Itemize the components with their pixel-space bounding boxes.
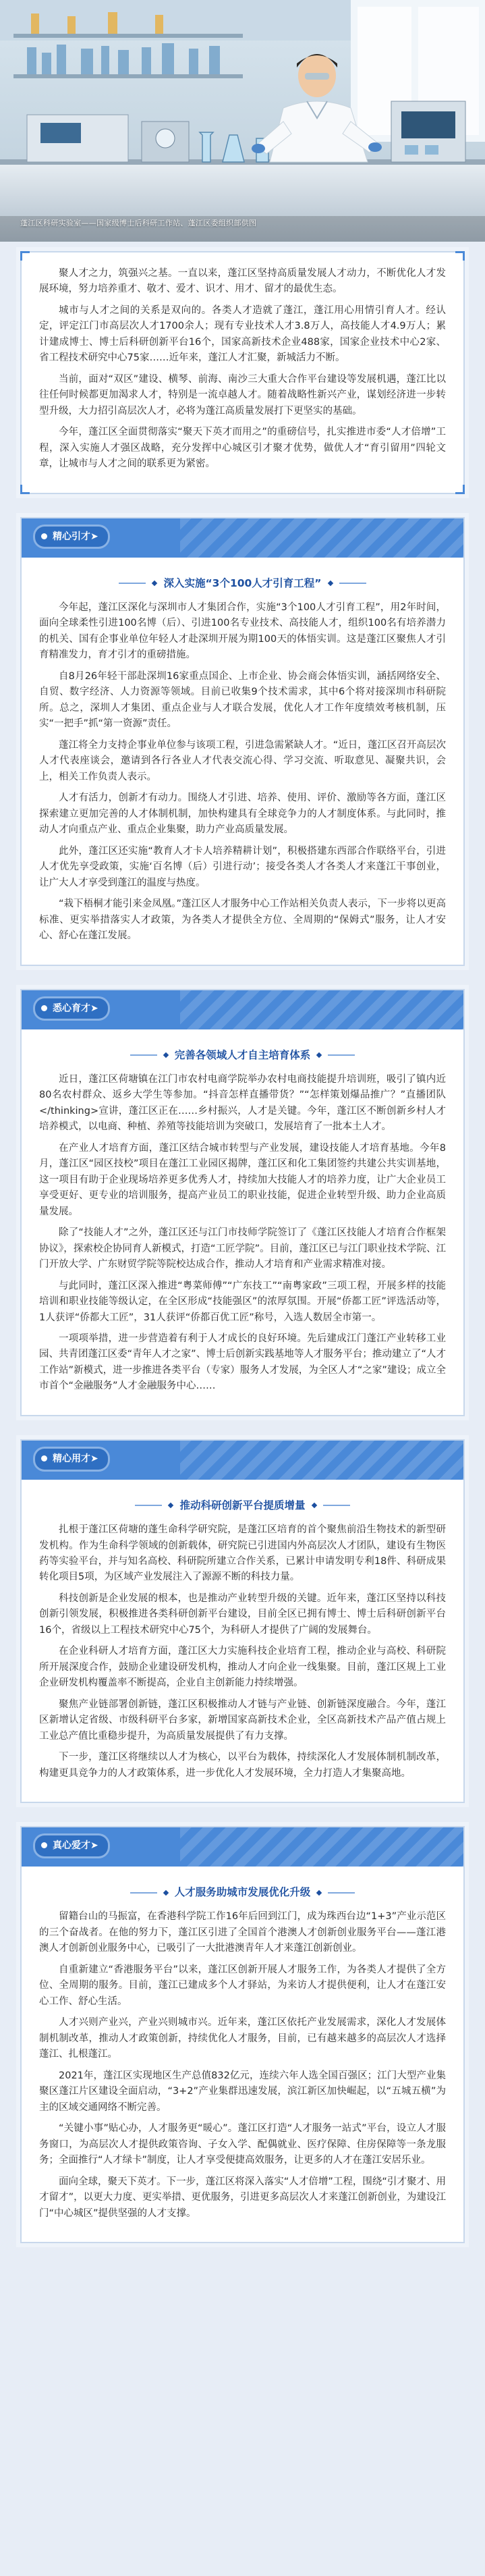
title-line-decoration [119,583,146,584]
section-talent-utilization [20,1439,465,1803]
title-line-decoration [328,1892,355,1894]
title-line-decoration [323,1505,350,1506]
corner-decoration [20,251,30,261]
title-diamond-icon [168,1503,173,1508]
section-header [22,990,463,1029]
intro-paragraph: 聚人才之力，筑强兴之基。一直以来，蓬江区坚持高质量发展人才动力，不断优化人才发展环境，努力培养重才、敬才、爱才、识才、用才、留才的最优生态。 [39,268,446,295]
section-tag: 精心用才➤ [35,1449,108,1470]
section-paragraph: 一项项举措，进一步营造着有利于人才成长的良好环境。先后建成江门蓬江产业转移工业园、共青团蓬江区委“青年人才之家”、博士后创新实践基地等人才服务平台；推动建立了“人才工作站”新模式，进一步推进各类平台（专家）服务人才发展，为全区人才“之家”建设；成立全市首个“金融服务”人才金融服务中心…… [39,1333,446,1392]
header-stripe-decoration [180,518,463,558]
section-paragraph: 人才有活力，创新才有动力。围绕人才引进、培养、使用、评价、激励等各方面，蓬江区探索建立更加完善的人才体制机制，加快构建具有全球竞争力的人才制度体系。与此同时，推动人才向重点产业、重点企业集聚，助力产业高质量发展。 [39,793,446,836]
bottom-spacer [0,2243,485,2261]
section-title [39,1047,446,1064]
intro-panel [20,251,465,494]
laboratory-photo [0,0,485,242]
section-paragraph: 近日，蓬江区荷塘镇在江门市农村电商学院举办农村电商技能提升培训班，吸引了镇内近80名农村群众、返乡大学生等参加。“抖音怎样直播带货？”“怎样策划爆品推广？”直播团队</thinking>宣讲，蓬江区正在……乡村振兴，人才是关键。今年，蓬江区不断创新乡村人才培养模式，以电商、种植、养殖等技能培训为突破口，发展培育了一批本土人才。 [39,1073,446,1133]
corner-decoration [20,485,30,494]
section-paragraph: 与此同时，蓬江区深入推进“粤菜师傅”“广东技工”“南粤家政”三项工程，开展多样的技能培训和职业技能等级认定，在全区形成“技能强区”的浓厚氛围。开展“侨都工匠”评选活动等，1人获评“侨都大工匠”，31人获评“侨都百优工匠”称号，入选人数居全市第一。 [39,1280,446,1323]
section-paragraph: 人才兴则产业兴，产业兴则城市兴。近年来，蓬江区依托产业发展需求，深化人才发展体制机制改革，推动人才政策创新，持续优化人才服务，目前，已有越来越多的高层次人才选择蓬江、扎根蓬江。 [39,2017,446,2060]
title-diamond-icon [152,581,157,586]
section-paragraph: 自重新建立“香港服务平台”以来，蓬江区创新开展人才服务工作，为各类人才提供了全方位、全周期的服务。目前，蓬江已建成多个人才驿站，为来访人才提供便利，让人才在蓬江安心工作、舒心生活。 [39,1964,446,2007]
section-paragraph: 科技创新是企业发展的根本，也是推动产业转型升级的关键。近年来，蓬江区坚持以科技创新引领发展，积极推进各类科研创新平台建设，目前全区已拥有博士、博士后科研创新平台16个，省级以上工程技术研究中心75个，为科研人才提供了广阔的发展舞台。 [39,1592,446,1636]
section-paragraph: 除了“技能人才”之外，蓬江区还与江门市技师学院签订了《蓬江区技能人才培育合作框架协议》，探索校企协同育人新模式，打造“工匠学院”。目前，蓬江区已与江门职业技术学院、江门开放大学、广东财贸学院等院校达成合作，推动人才培育和产业需求精准对接。 [39,1227,446,1270]
section-tag: 真心爱才➤ [35,1835,108,1856]
header-stripe-decoration [180,1441,463,1480]
hero-photo [0,0,485,242]
section-title [39,1497,446,1514]
section-paragraph: 扎根于蓬江区荷塘的蓬生命科学研究院，是蓬江区培育的首个聚焦前沿生物技术的新型研发机构。作为生命科学领域的创新载体，研究院已引进国内外高层次人才团队，建设有生物医药等实验平台，并与知名高校、科研院所建立合作关系，已累计申请发明专利18件、科研成果转化项目5项，为区域产业发展注入了源源不断的科技力量。 [39,1524,446,1583]
title-diamond-icon [311,1503,316,1508]
title-diamond-icon [163,1890,168,1896]
photo-caption: 蓬江区科研实验室——国家级博士后科研工作站、蓬江区委组织部供图 [20,219,257,228]
section-title [39,1884,446,1901]
section-paragraph: 面向全球，聚天下英才。下一步，蓬江区将深入落实“人才倍增”工程，围绕“引才聚才、用才留才”，以更大力度、更实举措、更优服务，引进更多高层次人才来蓬江创新创业，为建设江门“中心城区”提供坚强的人才支撑。 [39,2176,446,2219]
section-paragraph: 聚焦产业链部署创新链，蓬江区积极推动人才链与产业链、创新链深度融合。今年，蓬江区新增认定省级、市级科研平台多家，新增国家高新技术企业，全区高新技术产品产值占规上工业总产值比重稳步提升，为高质量发展提供了有力支撑。 [39,1698,446,1742]
section-title-text: 完善各领域人才自主培育体系 [174,1048,311,1061]
intro-paragraph: 城市与人才之间的关系是双向的。各类人才造就了蓬江，蓬江用心用情引育人才。经认定，评定江门市高层次人才1700余人；现有专业技术人才3.8万人，高技能人才4.9万人；累计建成博士、博士后科研创新平台16个，国家高新技术企业488家，国家企业技术中心2家、省工程技术研究中心75家……近年来，蓬江人才汇聚，新城活力不断。 [39,304,446,364]
section-paragraph: 在产业人才培育方面，蓬江区结合城市转型与产业发展，建设技能人才培育基地。今年8月，蓬江区“园区技校”项目在蓬江工业园区揭牌，蓬江区和化工集团签约共建公共实训基地，这一项目有助于企业现场培养更多优秀人才，持续加大技能人才的培养力度，让广大企业员工享受更好、更专业的培训服务，提高产业员工的职业技能，促进企业转型升级、助力企业高质量发展。 [39,1142,446,1217]
title-diamond-icon [316,1890,322,1896]
section-header [22,518,463,558]
section-paragraph: 蓬江将全力支持企事业单位参与该项工程，引进急需紧缺人才。“近日，蓬江区召开高层次人才代表座谈会，邀请到各行各业人才代表交流心得、学习交流、听取意见、凝聚共识，会上，相关工作负责人表示。 [39,739,446,782]
section-title [39,575,446,592]
section-header [22,1441,463,1480]
section-header [22,1827,463,1867]
title-diamond-icon [327,581,333,586]
section-title-text: 人才服务助城市发展优化升级 [174,1886,311,1899]
header-stripe-decoration [180,990,463,1029]
title-diamond-icon [163,1052,168,1058]
section-paragraph: 自8月26年轻干部赴深圳16家重点国企、上市企业、协会商会体悟实训，涵括网络安全、自贸、数字经济、人力资源等领域。目前已收集9个技术需求，其中6个将对接深圳市科研院所。总之，深圳人才集团、重点企业与人才联合发展，优化人才工作年度绩效考核机制，压实“一把手”抓“第一资源”责任。 [39,670,446,730]
section-paragraph: 在企业科研人才培育方面，蓬江区大力实施科技企业培育工程，推动企业与高校、科研院所开展深度合作，鼓励企业建设研发机构，推动人才向企业一线集聚。目前，蓬江区规上工业企业研发机构覆盖率不断提高，企业自主创新能力持续增强。 [39,1646,446,1689]
section-title-text: 推动科研创新平台提质增量 [179,1499,306,1511]
intro-paragraph: 当前，面对“双区”建设、横琴、前海、南沙三大重大合作平台建设等发展机遇，蓬江比以往任何时候都更加渴求人才，特别是一流卓越人才。随着战略性新兴产业，谋划经济进一步转型升级，大力招引高层次人才，必将为蓬江高质量发展打下更坚实的基础。 [39,373,446,417]
section-paragraph: 下一步，蓬江区将继续以人才为核心，以平台为载体，持续深化人才发展体制机制改革，构建更具竞争力的人才政策体系，进一步优化人才发展环境，全力打造人才集聚高地。 [39,1752,446,1779]
section-talent-cultivation [20,989,465,1416]
title-line-decoration [130,1054,157,1056]
section-paragraph: 今年起，蓬江区深化与深圳市人才集团合作，实施“3个100人才引育工程”，用2年时间，面向全球柔性引进100名博（后）、引进100名专业技术、高技能人才，组织100名有培养潜力的机关、国有企事业单位年轻人才赴深圳开展为期100天的体悟实训。这是蓬江区聚焦人才引育精准发力，育才引才的重磅措施。 [39,601,446,661]
section-paragraph: “关键小事”贴心办，人才服务更“暖心”。蓬江区打造“人才服务一站式”平台，设立人才服务窗口，为高层次人才提供政策咨询、子女入学、配偶就业、医疗保障、住房保障等一条龙服务；全面推行“人才绿卡”制度，让人才享受便捷高效服务，让更多的人才在蓬江安居乐业。 [39,2123,446,2166]
section-tag: 精心引才➤ [35,527,108,547]
section-paragraph: 2021年，蓬江区实现地区生产总值832亿元，连续六年人选全国百强区；江门大型产业集聚区蓬江片区建设全面启动，“3+2”产业集群迅速发展，滨江新区加快崛起，以“五城五横”为主的区域交通网络不断完善。 [39,2070,446,2113]
section-title-text: 深入实施“3个100人才引育工程” [163,576,322,589]
title-line-decoration [135,1505,162,1506]
intro-paragraph: 今年，蓬江区全面贯彻落实“聚天下英才而用之”的重磅信号，扎实推进市委“人才倍增”工程，深入实施人才强区战略，充分发挥中心城区引才聚才优势，做优人才“育引留用”四轮文章，让城市与人才之间的联系更为紧密。 [39,427,446,470]
title-line-decoration [339,583,366,584]
header-stripe-decoration [180,1827,463,1867]
title-diamond-icon [316,1052,322,1058]
section-talent-attraction [20,517,465,966]
section-paragraph: “栽下梧桐才能引来金凤凰。”蓬江区人才服务中心工作站相关负责人表示，下一步将以更高标准、更实举措落实人才政策，为各类人才提供全方位、全周期的“保姆式”服务，让人才安心、舒心在蓬江发展。 [39,898,446,942]
title-line-decoration [328,1054,355,1056]
title-line-decoration [130,1892,157,1894]
section-paragraph: 留籍台山的马振富，在香港科学院工作16年后回到江门，成为珠西台边“1+3”产业示范区的三个奋战者。在他的努力下，蓬江区引进了全国首个港澳人才创新创业服务平台——蓬江港澳人才创新创业服务中心，已吸引了一大批港澳青年人才来蓬江创新创业。 [39,1911,446,1954]
section-tag: 悉心育才➤ [35,998,108,1019]
section-paragraph: 此外，蓬江区还实施“教育人才卡人培养精耕计划”，积极搭建东西部合作联络平台，引进人才优先享受政策，实施‘百名博（后）引进行动’；接受各类人才各类人才来蓬江干事创业，让广大人才享受到蓬江的温度与热度。 [39,845,446,888]
section-talent-care [20,1826,465,2243]
corner-decoration [455,251,465,261]
corner-decoration [455,485,465,494]
